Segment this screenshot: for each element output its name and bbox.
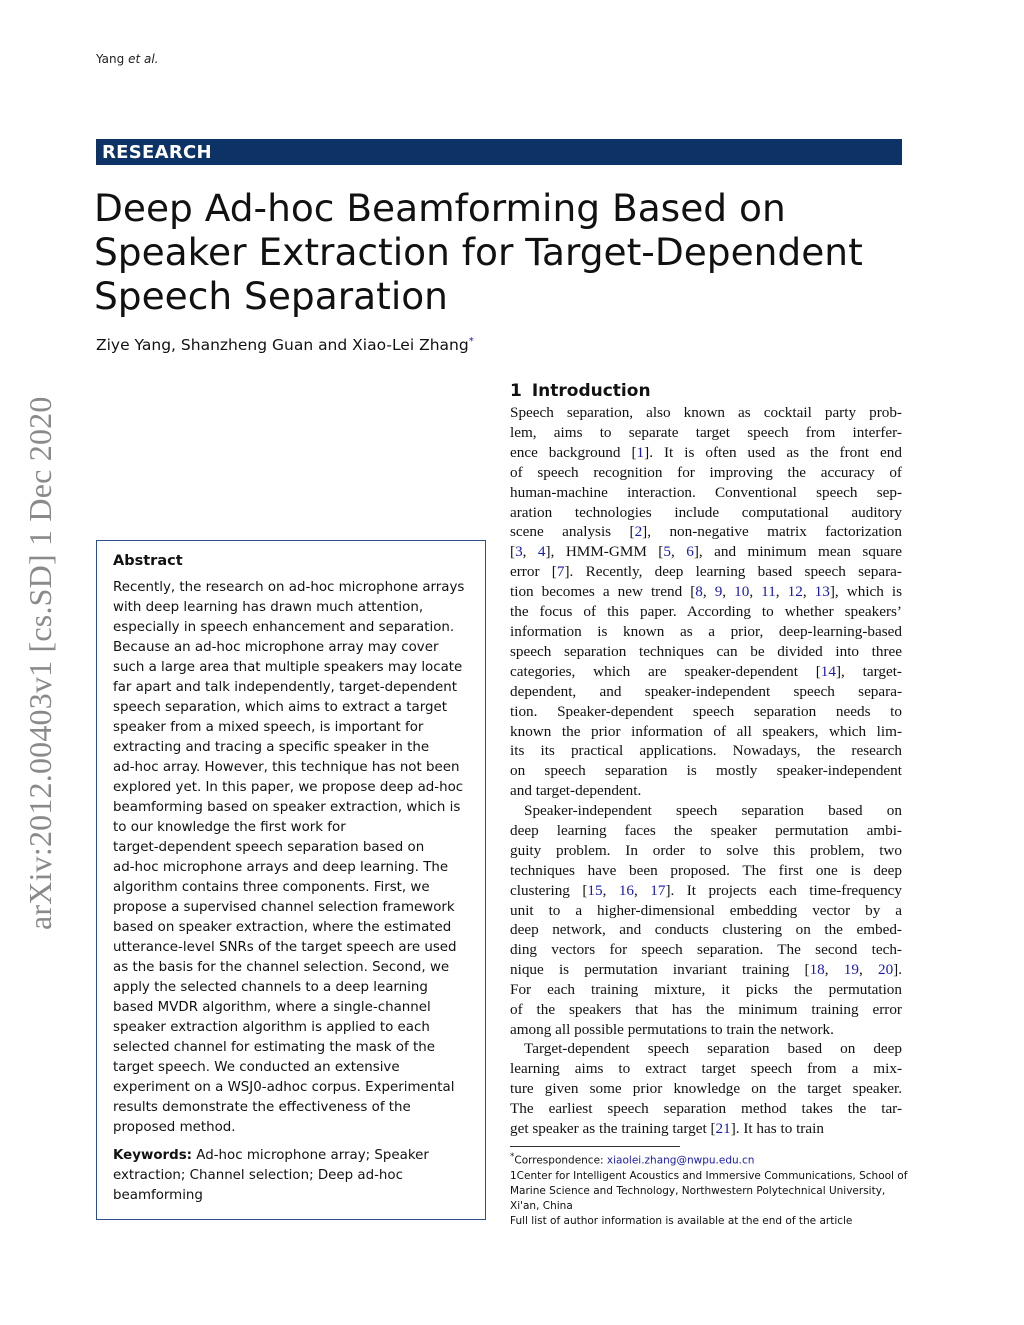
correspondence-marker[interactable]: * xyxy=(468,336,474,347)
research-banner xyxy=(96,139,902,165)
abstract-line: with deep learning has drawn much attention, xyxy=(113,600,424,615)
body-line: tion. Speaker-dependent speech separation needs to xyxy=(510,702,902,720)
body-line: get speaker as the training target [21]. It has to train xyxy=(510,1119,824,1137)
citation-link[interactable]: 21 xyxy=(715,1119,731,1137)
abstract-heading: Abstract xyxy=(113,553,183,569)
running-head-etal: et al. xyxy=(128,52,159,66)
abstract-box xyxy=(96,540,486,1220)
abstract-line: especially in speech enhancement and separation. xyxy=(113,620,455,635)
body-line: [3, 4], HMM-GMM [5, 6], and minimum mean square xyxy=(510,543,903,561)
running-head-author: Yang xyxy=(96,52,125,66)
abstract-line: far apart and talk independently, target-dependent xyxy=(113,680,458,695)
abstract-text xyxy=(113,578,473,1138)
citation-link[interactable]: 2 xyxy=(634,523,643,541)
citation-link[interactable]: 5 xyxy=(663,543,671,561)
abstract-line: target-dependent speech separation based on xyxy=(113,840,425,855)
body-line: ence background [1]. It is often used as the front end xyxy=(510,443,902,461)
body-line: information is known as a prior, deep-learning-based xyxy=(510,622,902,640)
citation-link[interactable]: 7 xyxy=(556,563,565,581)
running-head xyxy=(96,52,159,66)
body-line: techniques have been proposed. The first one is deep xyxy=(510,861,902,879)
correspondence-label: Correspondence: xyxy=(514,1154,607,1167)
citation-link[interactable]: 12 xyxy=(787,583,803,601)
abstract-line: beamforming based on speaker extraction, which is xyxy=(113,800,461,815)
citation-link[interactable]: 13 xyxy=(814,583,830,601)
keywords-line: Keywords: Ad-hoc microphone array; Speaker xyxy=(113,1148,429,1163)
section-title: Introduction xyxy=(531,381,651,401)
body-line: speech separation techniques can be divided into three xyxy=(510,642,902,660)
body-line: human-machine interaction. Conventional speech sep- xyxy=(510,483,902,501)
citation-link[interactable]: 8 xyxy=(695,583,703,601)
abstract-line: apply the selected channels to a deep learning xyxy=(113,980,428,995)
citation-link[interactable]: 4 xyxy=(537,543,546,561)
body-line: Target-dependent speech separation based on deep xyxy=(524,1040,902,1057)
intro-paragraph-1 xyxy=(510,403,902,801)
author-info-note: Full list of author information is available at the end of the article xyxy=(510,1214,853,1227)
body-line: ding vectors for speech separation. The second tech- xyxy=(510,941,902,959)
abstract-line: speech separation, which aims to extract a target xyxy=(113,700,447,715)
body-line: learning aims to extract target speech from a mix- xyxy=(510,1059,902,1077)
citation-link[interactable]: 11 xyxy=(761,583,776,601)
body-line: scene analysis [2], non-negative matrix factorization xyxy=(510,523,902,541)
abstract-line: explored yet. In this paper, we propose deep ad-hoc xyxy=(113,780,464,795)
abstract-line: based MVDR algorithm, where a single-channel xyxy=(113,1000,431,1015)
abstract-line: Because an ad-hoc microphone array may cover xyxy=(113,640,439,655)
citation-link[interactable]: 6 xyxy=(686,543,694,561)
abstract-line: extracting and tracing a specific speaker in the xyxy=(113,740,430,755)
keywords-line: extraction; Channel selection; Deep ad-hoc xyxy=(113,1168,403,1183)
abstract-line: Recently, the research on ad-hoc microphone arrays xyxy=(113,580,465,595)
abstract-line: results demonstrate the effectiveness of the xyxy=(113,1100,411,1115)
citation-link[interactable]: 17 xyxy=(650,881,666,899)
citation-link[interactable]: 19 xyxy=(843,961,859,979)
correspondence-email-link[interactable]: xiaolei.zhang@nwpu.edu.cn xyxy=(606,1154,755,1167)
abstract-line: utterance-level SNRs of the target speech are used xyxy=(113,940,457,955)
body-line: of the speakers that has the minimum training error xyxy=(510,1001,902,1019)
body-line: on speech separation is mostly speaker-independent xyxy=(510,762,902,780)
abstract-line: experiment on a WSJ0-adhoc corpus. Experimental xyxy=(113,1080,455,1095)
body-line: its its practical applications. Nowadays, the research xyxy=(510,742,902,760)
arxiv-identifier-stamp: arXiv:2012.00403v1 [cs.SD] 1 Dec 2020 xyxy=(22,396,58,930)
citation-link[interactable]: 3 xyxy=(515,543,523,561)
body-line: clustering [15, 16, 17]. It projects each time-frequency xyxy=(510,881,903,899)
research-banner-label: RESEARCH xyxy=(102,142,212,163)
affiliation-line: Xi'an, China xyxy=(510,1199,573,1212)
abstract-line: target speech. We conducted an extensive xyxy=(113,1060,400,1075)
abstract-line: as the basis for the channel selection. Second, we xyxy=(113,960,450,975)
body-line: The earliest speech separation method takes the tar- xyxy=(510,1099,902,1117)
body-line: categories, which are speaker-dependent [14], target- xyxy=(510,662,902,680)
citation-link[interactable]: 16 xyxy=(618,881,635,899)
abstract-line: to our knowledge the first work for xyxy=(113,820,346,835)
body-line: of speech recognition for improving the accuracy of xyxy=(510,463,902,481)
body-line: tion becomes a new trend [8, 9, 10, 11, 12, 13], which is xyxy=(510,583,903,601)
citation-link[interactable]: 9 xyxy=(714,583,723,601)
body-line: Speech separation, also known as cocktail party prob- xyxy=(510,404,902,421)
body-line: the focus of this paper. According to whether speakers’ xyxy=(510,603,902,621)
affiliation xyxy=(510,1169,908,1214)
abstract-line: such a large area that multiple speakers may locate xyxy=(113,660,463,675)
body-line: error [7]. Recently, deep learning based speech separa- xyxy=(510,563,902,581)
abstract-line: selected channel for estimating the mask of the xyxy=(113,1040,435,1055)
body-line: deep learning faces the speaker permutation ambi- xyxy=(510,821,902,839)
body-line: deep network, and conducts clustering on the embed- xyxy=(510,921,902,939)
body-line: and target-dependent. xyxy=(510,782,642,800)
body-line: ture given some prior knowledge on the target speaker. xyxy=(510,1079,902,1097)
section-number: 1 xyxy=(510,381,522,401)
correspondence-line xyxy=(510,1150,905,1169)
body-line: lem, aims to separate target speech from interfer- xyxy=(510,423,902,441)
citation-link[interactable]: 1 xyxy=(636,443,645,461)
body-line: aration technologies include computational auditory xyxy=(510,503,902,521)
abstract-line: propose a supervised channel selection framework xyxy=(113,900,455,915)
section-heading-introduction xyxy=(510,381,651,401)
footnote-marker: * xyxy=(510,1152,515,1162)
affiliation-line: 1Center for Intelligent Acoustics and Immersive Communications, School of xyxy=(510,1169,908,1182)
author-names: Ziye Yang, Shanzheng Guan and Xiao-Lei Zhang xyxy=(96,336,469,355)
abstract-line: speaker extraction algorithm is applied to each xyxy=(113,1020,430,1035)
body-line: guity problem. In order to solve this problem, two xyxy=(510,841,902,859)
paper-title: Deep Ad-hoc Beamforming Based on Speaker Extraction for Target-Dependent Speech Separation xyxy=(94,186,863,318)
citation-link[interactable]: 15 xyxy=(587,881,603,899)
keywords-line: beamforming xyxy=(113,1188,203,1203)
abstract-line: speaker from a mixed speech, is important for xyxy=(113,720,424,735)
affiliation-line: Marine Science and Technology, Northwestern Polytechnical University, xyxy=(510,1184,886,1197)
footnote-rule xyxy=(510,1146,680,1147)
body-line: known the prior information of all speakers, which lim- xyxy=(510,722,902,740)
abstract-line: based on speaker extraction, where the estimated xyxy=(113,920,452,935)
intro-paragraph-3 xyxy=(510,1039,902,1139)
citation-link[interactable]: 10 xyxy=(734,583,750,601)
body-line: among all possible permutations to train the network. xyxy=(510,1020,834,1038)
body-line: Speaker-independent speech separation based on xyxy=(524,802,902,819)
abstract-line: ad-hoc microphone arrays and deep learning. The xyxy=(113,860,449,875)
intro-paragraph-2 xyxy=(510,801,902,1040)
citation-link[interactable]: 14 xyxy=(820,662,836,680)
abstract-line: ad-hoc array. However, this technique has not been xyxy=(113,760,460,775)
body-line: dependent, and speaker-independent speech separa- xyxy=(510,682,902,700)
keywords-label: Keywords: xyxy=(113,1148,193,1163)
citation-link[interactable]: 18 xyxy=(809,961,825,979)
abstract-line: algorithm contains three components. First, we xyxy=(113,880,430,895)
author-list xyxy=(96,336,474,354)
footnotes xyxy=(510,1150,908,1229)
body-line: nique is permutation invariant training [18, 19, 20]. xyxy=(510,961,903,979)
citation-link[interactable]: 20 xyxy=(877,961,894,979)
body-line: unit to a higher-dimensional embedding vector by a xyxy=(510,901,902,919)
abstract-line: proposed method. xyxy=(113,1120,236,1135)
body-line: For each training mixture, it picks the permutation xyxy=(510,981,902,999)
keywords xyxy=(113,1146,473,1206)
